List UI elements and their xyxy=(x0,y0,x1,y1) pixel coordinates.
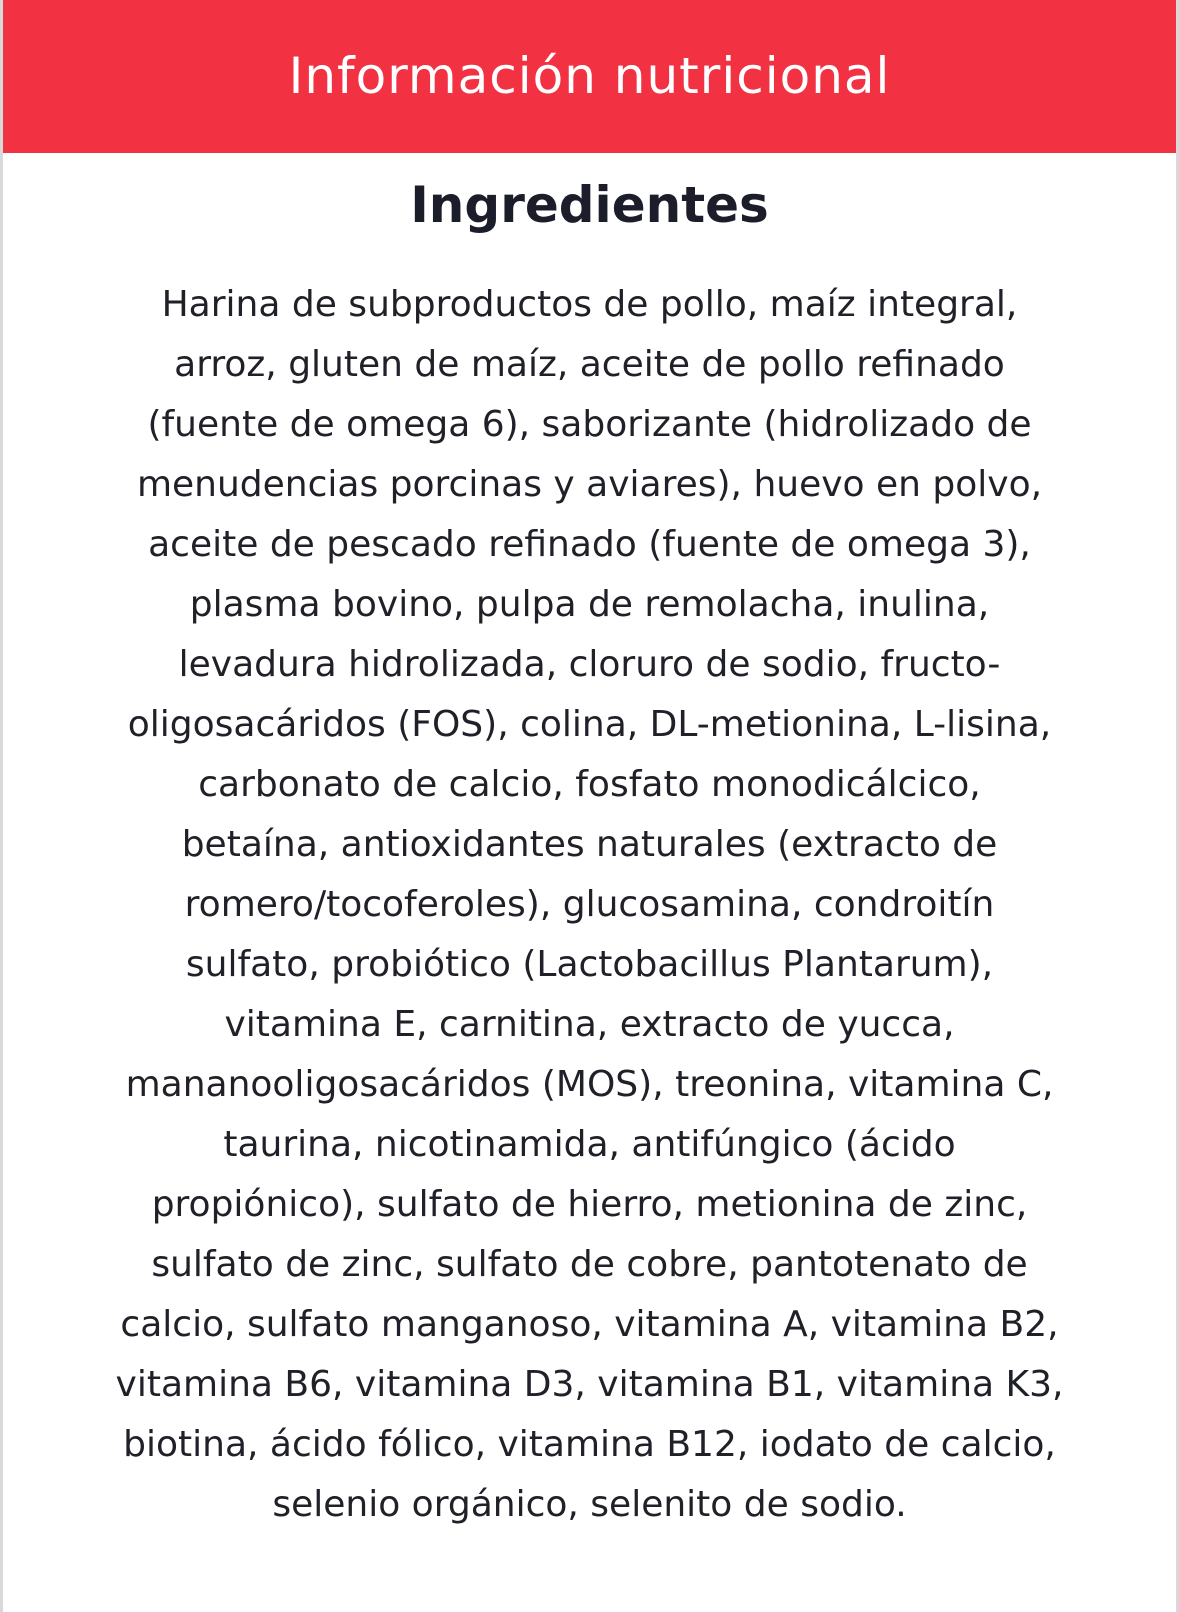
nutrition-info-header xyxy=(3,0,1176,153)
ingredients-text: Harina de subproductos de pollo, maíz integral, arroz, gluten de maíz, aceite de pollo refinado (fuente de omega 6), saborizante (hidrolizado de menudencias porcinas y aviares), huevo en polvo, aceite de pescado refinado (fuente de omega 3), plasma bovino, pulpa de remolacha, inulina, levadura hidrolizada, cloruro de sodio, fructo- oligosacáridos (FOS), colina, DL-metionina, L-lisina, carbonato de calcio, fosfato monodicálcico, betaína, antioxidantes naturales (extracto de romero/tocoferoles), glucosamina, condroitín sulfato, probiótico (Lactobacillus Plantarum), vitamina E, carnitina, extracto de yucca, mananooligosacáridos (MOS), treonina, vitamina C, taurina, nicotinamida, antifúngico (ácido propiónico), sulfato de hierro, metionina de zinc, sulfato de zinc, sulfato de cobre, pantotenato de calcio, sulfato manganoso, vitamina A, vitamina B2, vitamina B6, vitamina D3, vitamina B1, vitamina K3, biotina, ácido fólico, vitamina B12, iodato de calcio, selenio orgánico, selenito de sodio. xyxy=(115,284,1064,1525)
ingredients-heading: Ingredientes xyxy=(410,176,769,234)
header-title: Información nutricional xyxy=(288,46,891,105)
